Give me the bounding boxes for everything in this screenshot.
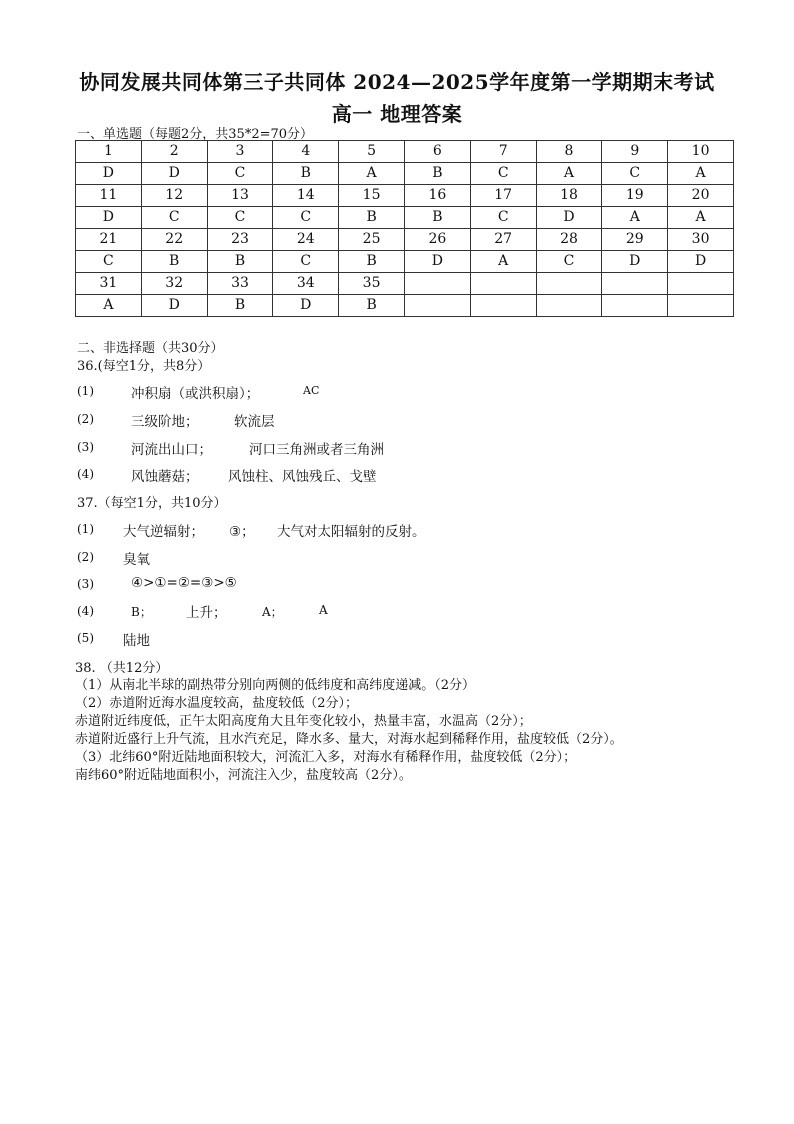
question-number-cell: 31 [76, 273, 142, 295]
table-row [76, 251, 734, 273]
answer-cell [404, 295, 470, 317]
answer-cell: C [207, 207, 273, 229]
answer-cell: D [141, 295, 207, 317]
item-number: (2) [77, 550, 94, 564]
question-number-cell: 29 [602, 229, 668, 251]
question-number-cell: 34 [273, 273, 339, 295]
question-number-cell: 2 [141, 141, 207, 163]
answer-text: 大气逆辐射； [123, 524, 204, 540]
question-number-cell: 14 [273, 185, 339, 207]
answer-text: 三级阶地； [131, 414, 199, 430]
answer-text: 河口三角洲或者三角洲 [249, 442, 384, 458]
question-number-cell: 23 [207, 229, 273, 251]
question-number-cell: 7 [470, 141, 536, 163]
answer-cell: C [207, 163, 273, 185]
question-number-cell: 27 [470, 229, 536, 251]
answer-text: 冲积扇（或洪积扇）； [131, 386, 260, 402]
item-number: (3) [77, 577, 94, 591]
table-row [76, 295, 734, 317]
question-number-cell [536, 273, 602, 295]
question-number-cell: 30 [668, 229, 734, 251]
item-number: (1) [77, 384, 94, 398]
question-number-cell: 19 [602, 185, 668, 207]
question-number-cell: 11 [76, 185, 142, 207]
question-number-cell [470, 273, 536, 295]
answer-cell [536, 295, 602, 317]
item-number: (5) [77, 631, 94, 645]
question-number-cell: 33 [207, 273, 273, 295]
answer-text: 风蚀柱、风蚀残丘、戈壁 [228, 469, 377, 485]
answer-cell: C [141, 207, 207, 229]
answer-cell [668, 295, 734, 317]
answer-cell: B [207, 251, 273, 273]
answer-cell: D [273, 295, 339, 317]
answer-text: 臭氧 [123, 552, 150, 568]
answer-text: ④>①=②=③>⑤ [131, 575, 237, 591]
table-row [76, 163, 734, 185]
answer-text: 风蚀蘑菇； [131, 469, 199, 485]
item-number: (1) [77, 522, 94, 536]
q38-line: 赤道附近盛行上升气流，且水汽充足，降水多、量大，对海水起到稀释作用，盐度较低（2分）。 [75, 732, 623, 747]
question-number-cell: 1 [76, 141, 142, 163]
q37-heading: 37.（每空1分，共10分） [77, 496, 227, 511]
q38-line: （2）赤道附近海水温度较高，盐度较低（2分）； [75, 696, 359, 711]
answer-cell: D [404, 251, 470, 273]
question-number-cell: 21 [76, 229, 142, 251]
item-number: (2) [77, 412, 94, 426]
answer-text: 陆地 [123, 633, 150, 649]
question-number-cell: 18 [536, 185, 602, 207]
answer-cell: A [602, 207, 668, 229]
section1-heading: 一、单选题（每题2分，共35*2=70分） [77, 127, 314, 142]
answer-text: 河流出山口； [131, 442, 212, 458]
answer-cell: D [141, 163, 207, 185]
answer-cell: B [339, 207, 405, 229]
question-number-cell: 12 [141, 185, 207, 207]
question-number-cell: 32 [141, 273, 207, 295]
answer-text: A； [262, 605, 283, 619]
answer-cell: B [207, 295, 273, 317]
answer-text: ③； [229, 524, 255, 540]
answer-text: 软流层 [234, 414, 275, 430]
question-number-cell: 35 [339, 273, 405, 295]
answer-text: A [319, 603, 328, 617]
answer-text: B； [131, 605, 152, 619]
q38-line: （3）北纬60°附近陆地面积较大，河流汇入多，对海水有稀释作用，盐度较低（2分）； [75, 750, 577, 765]
question-number-cell: 8 [536, 141, 602, 163]
question-number-cell: 15 [339, 185, 405, 207]
answer-cell: B [404, 163, 470, 185]
answer-cell: C [76, 251, 142, 273]
question-number-cell [404, 273, 470, 295]
question-number-cell: 22 [141, 229, 207, 251]
answer-cell: D [76, 207, 142, 229]
answer-cell: A [668, 207, 734, 229]
answer-cell: C [602, 163, 668, 185]
answer-cell [470, 295, 536, 317]
answer-cell: A [339, 163, 405, 185]
question-number-cell: 10 [668, 141, 734, 163]
answer-cell: D [668, 251, 734, 273]
answer-cell: C [470, 207, 536, 229]
table-row [76, 273, 734, 295]
table-row [76, 207, 734, 229]
answer-cell: B [339, 295, 405, 317]
answer-table [75, 140, 734, 317]
q38-heading: 38. （共12分） [75, 661, 169, 676]
exam-title: 协同发展共同体第三子共同体 2024—2025学年度第一学期期末考试 [79, 70, 715, 94]
answer-cell: D [602, 251, 668, 273]
answer-cell: B [273, 163, 339, 185]
question-number-cell: 17 [470, 185, 536, 207]
table-row [76, 229, 734, 251]
answer-cell: A [536, 163, 602, 185]
answer-cell: B [404, 207, 470, 229]
question-number-cell: 16 [404, 185, 470, 207]
item-number: (4) [77, 467, 94, 481]
question-number-cell: 13 [207, 185, 273, 207]
question-number-cell: 26 [404, 229, 470, 251]
answer-text: AC [303, 384, 320, 397]
answer-cell: B [339, 251, 405, 273]
exam-subtitle: 高一 地理答案 [331, 102, 463, 126]
question-number-cell [668, 273, 734, 295]
question-number-cell: 3 [207, 141, 273, 163]
answer-cell: A [470, 251, 536, 273]
q38-line: （1）从南北半球的副热带分别向两侧的低纬度和高纬度递减。（2分） [75, 678, 476, 693]
question-number-cell: 5 [339, 141, 405, 163]
question-number-cell [602, 273, 668, 295]
question-number-cell: 20 [668, 185, 734, 207]
question-number-cell: 25 [339, 229, 405, 251]
answer-cell: A [668, 163, 734, 185]
answer-cell: A [76, 295, 142, 317]
item-number: (4) [77, 604, 94, 618]
q36-heading: 36.(每空1分，共8分） [77, 359, 211, 374]
answer-cell: D [536, 207, 602, 229]
q38-line: 南纬60°附近陆地面积小，河流注入少，盐度较高（2分）。 [75, 768, 412, 783]
answer-cell: C [536, 251, 602, 273]
section2-heading: 二、非选择题（共30分） [77, 341, 224, 356]
table-row [76, 141, 734, 163]
table-row [76, 185, 734, 207]
answer-cell: B [141, 251, 207, 273]
answer-cell [602, 295, 668, 317]
question-number-cell: 28 [536, 229, 602, 251]
item-number: (3) [77, 440, 94, 454]
question-number-cell: 24 [273, 229, 339, 251]
answer-text: 上升； [186, 605, 227, 621]
answer-text: 大气对太阳辐射的反射。 [277, 524, 426, 540]
q38-line: 赤道附近纬度低，正午太阳高度角大且年变化较小，热量丰富，水温高（2分）； [75, 714, 532, 729]
question-number-cell: 4 [273, 141, 339, 163]
answer-cell: C [470, 163, 536, 185]
answer-cell: D [76, 163, 142, 185]
answer-cell: C [273, 207, 339, 229]
question-number-cell: 6 [404, 141, 470, 163]
answer-cell: C [273, 251, 339, 273]
question-number-cell: 9 [602, 141, 668, 163]
